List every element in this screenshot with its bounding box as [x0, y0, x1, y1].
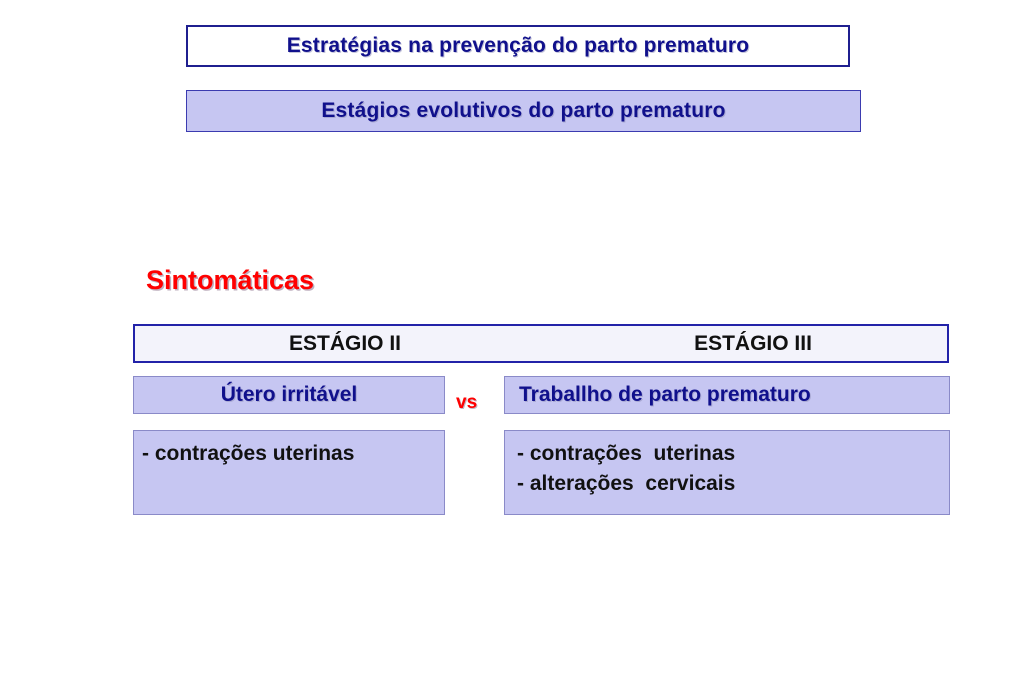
vs-label: vs — [456, 392, 478, 413]
stage-header-row — [133, 324, 949, 363]
stage-iii-content-box — [504, 430, 950, 515]
stage-ii-label-text: Útero irritável — [220, 383, 358, 406]
stage-iii-item: - alterações cervicais — [517, 472, 736, 495]
stage-ii-item: - contrações uterinas — [142, 442, 355, 465]
stage-header-cell-ii: ESTÁGIO II — [288, 331, 401, 355]
slide-subtitle-text: Estágios evolutivos do parto prematuro — [321, 99, 726, 122]
stage-iii-label-box — [504, 376, 950, 414]
stage-ii-label-box — [133, 376, 445, 414]
stage-iii-item: - contrações uterinas — [517, 442, 736, 465]
slide-title-text: Estratégias na prevenção do parto prematuro — [286, 34, 750, 57]
section-heading: Sintomáticas — [146, 265, 315, 295]
stage-iii-label-text: Traballho de parto prematuro — [519, 383, 811, 406]
slide-title-box — [186, 25, 850, 67]
stage-ii-content-box — [133, 430, 445, 515]
stage-header-cell-iii: ESTÁGIO III — [694, 331, 812, 355]
slide-subtitle-box — [186, 90, 861, 132]
